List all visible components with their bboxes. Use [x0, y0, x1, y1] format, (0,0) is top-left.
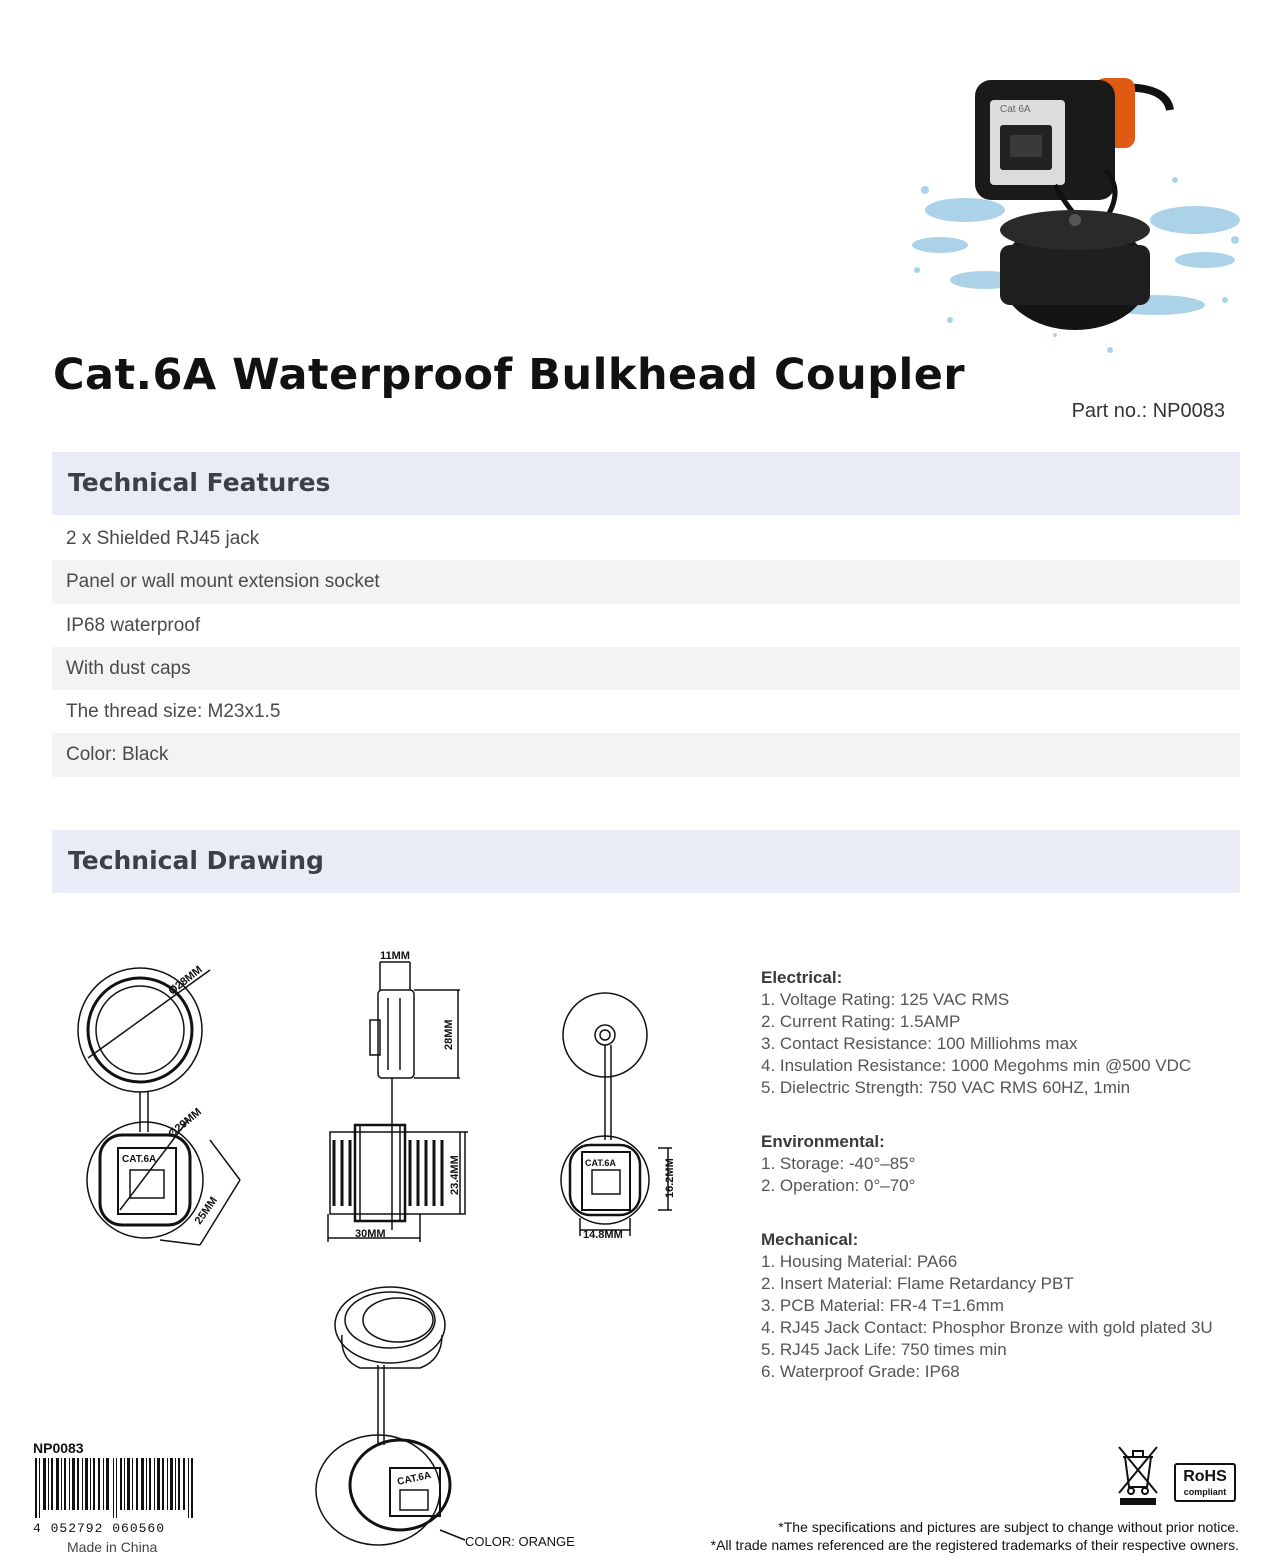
front-cat-label: CAT.6A	[122, 1154, 157, 1165]
rohs-badge	[1174, 1463, 1236, 1502]
dim-28-diameter: Ø28MM	[166, 963, 205, 998]
barcode-block	[33, 1440, 208, 1555]
spec-item: 1. Storage: -40°–85°	[761, 1154, 916, 1173]
spec-item: 3. Contact Resistance: 100 Milliohms max	[761, 1034, 1078, 1053]
electrical-specs	[761, 967, 1241, 1099]
dim-11: 11MM	[380, 950, 410, 962]
electrical-heading: Electrical:	[761, 968, 843, 987]
page-title: Cat.6A Waterproof Bulkhead Coupler	[53, 350, 966, 400]
technical-drawing-heading: Technical Drawing	[68, 846, 324, 875]
dim-30: 30MM	[355, 1228, 386, 1240]
dim-28: 28MM	[443, 1019, 455, 1050]
dim-23-4: 23.4MM	[449, 1155, 461, 1195]
product-photo	[905, 70, 1250, 370]
dim-29-diameter: Ø29MM	[166, 1105, 204, 1141]
barcode-code: NP0083	[33, 1440, 84, 1456]
features-list	[52, 517, 1240, 777]
spec-item: 5. RJ45 Jack Life: 750 times min	[761, 1340, 1007, 1359]
color-note: COLOR: ORANGE	[465, 1534, 575, 1549]
rohs-subtitle: compliant	[1183, 1487, 1227, 1497]
barcode-bars	[33, 1456, 203, 1518]
feature-item: The thread size: M23x1.5	[66, 701, 281, 723]
dim-16-2: 16.2MM	[664, 1158, 676, 1198]
made-in: Made in China	[67, 1539, 158, 1555]
disclaimer-line-2: *All trade names referenced are the registered trademarks of their respective owners.	[710, 1537, 1239, 1553]
spec-item: 2. Current Rating: 1.5AMP	[761, 1012, 961, 1031]
environmental-specs	[761, 1131, 1241, 1197]
disclaimer-line-1: *The specifications and pictures are subject to change without prior notice.	[778, 1519, 1239, 1535]
spec-item: 4. RJ45 Jack Contact: Phosphor Bronze with gold plated 3U	[761, 1318, 1213, 1337]
perspective-cat-label: CAT.6A	[396, 1470, 433, 1488]
feature-item: Panel or wall mount extension socket	[52, 560, 1240, 603]
spec-item: 5. Dielectric Strength: 750 VAC RMS 60HZ, 1min	[761, 1078, 1131, 1097]
feature-item: Color: Black	[52, 733, 1240, 776]
feature-item: 2 x Shielded RJ45 jack	[66, 528, 260, 549]
dim-14-8: 14.8MM	[583, 1229, 623, 1241]
technical-features-header	[52, 452, 1240, 515]
spec-item: 6. Waterproof Grade: IP68	[761, 1362, 960, 1381]
part-number: Part no.: NP0083	[1071, 400, 1225, 422]
barcode-digits: 4 052792 060560	[33, 1521, 166, 1536]
rohs-title: RoHS	[1183, 1468, 1227, 1485]
weee-bin-icon	[1115, 1443, 1161, 1505]
mechanical-heading: Mechanical:	[761, 1230, 859, 1249]
spec-item: 4. Insulation Resistance: 1000 Megohms min @500 VDC	[761, 1056, 1192, 1075]
spec-item: 2. Insert Material: Flame Retardancy PBT	[761, 1274, 1074, 1293]
environmental-heading: Environmental:	[761, 1132, 885, 1151]
disclaimer	[711, 1518, 1239, 1554]
right-cat-label: CAT.6A	[585, 1158, 616, 1168]
spec-item: 1. Housing Material: PA66	[761, 1252, 958, 1271]
mechanical-specs	[761, 1229, 1241, 1383]
feature-item: With dust caps	[52, 647, 1240, 690]
technical-drawing-header	[52, 830, 1240, 893]
feature-item: IP68 waterproof	[66, 614, 201, 636]
spec-item: 1. Voltage Rating: 125 VAC RMS	[761, 990, 1010, 1009]
spec-item: 2. Operation: 0°–70°	[761, 1176, 916, 1195]
technical-features-heading: Technical Features	[68, 468, 331, 497]
dim-25: 25MM	[192, 1194, 220, 1227]
photo-jack-label: Cat 6A	[1000, 104, 1031, 115]
spec-item: 3. PCB Material: FR-4 T=1.6mm	[761, 1296, 1004, 1315]
specifications	[761, 967, 1241, 1415]
